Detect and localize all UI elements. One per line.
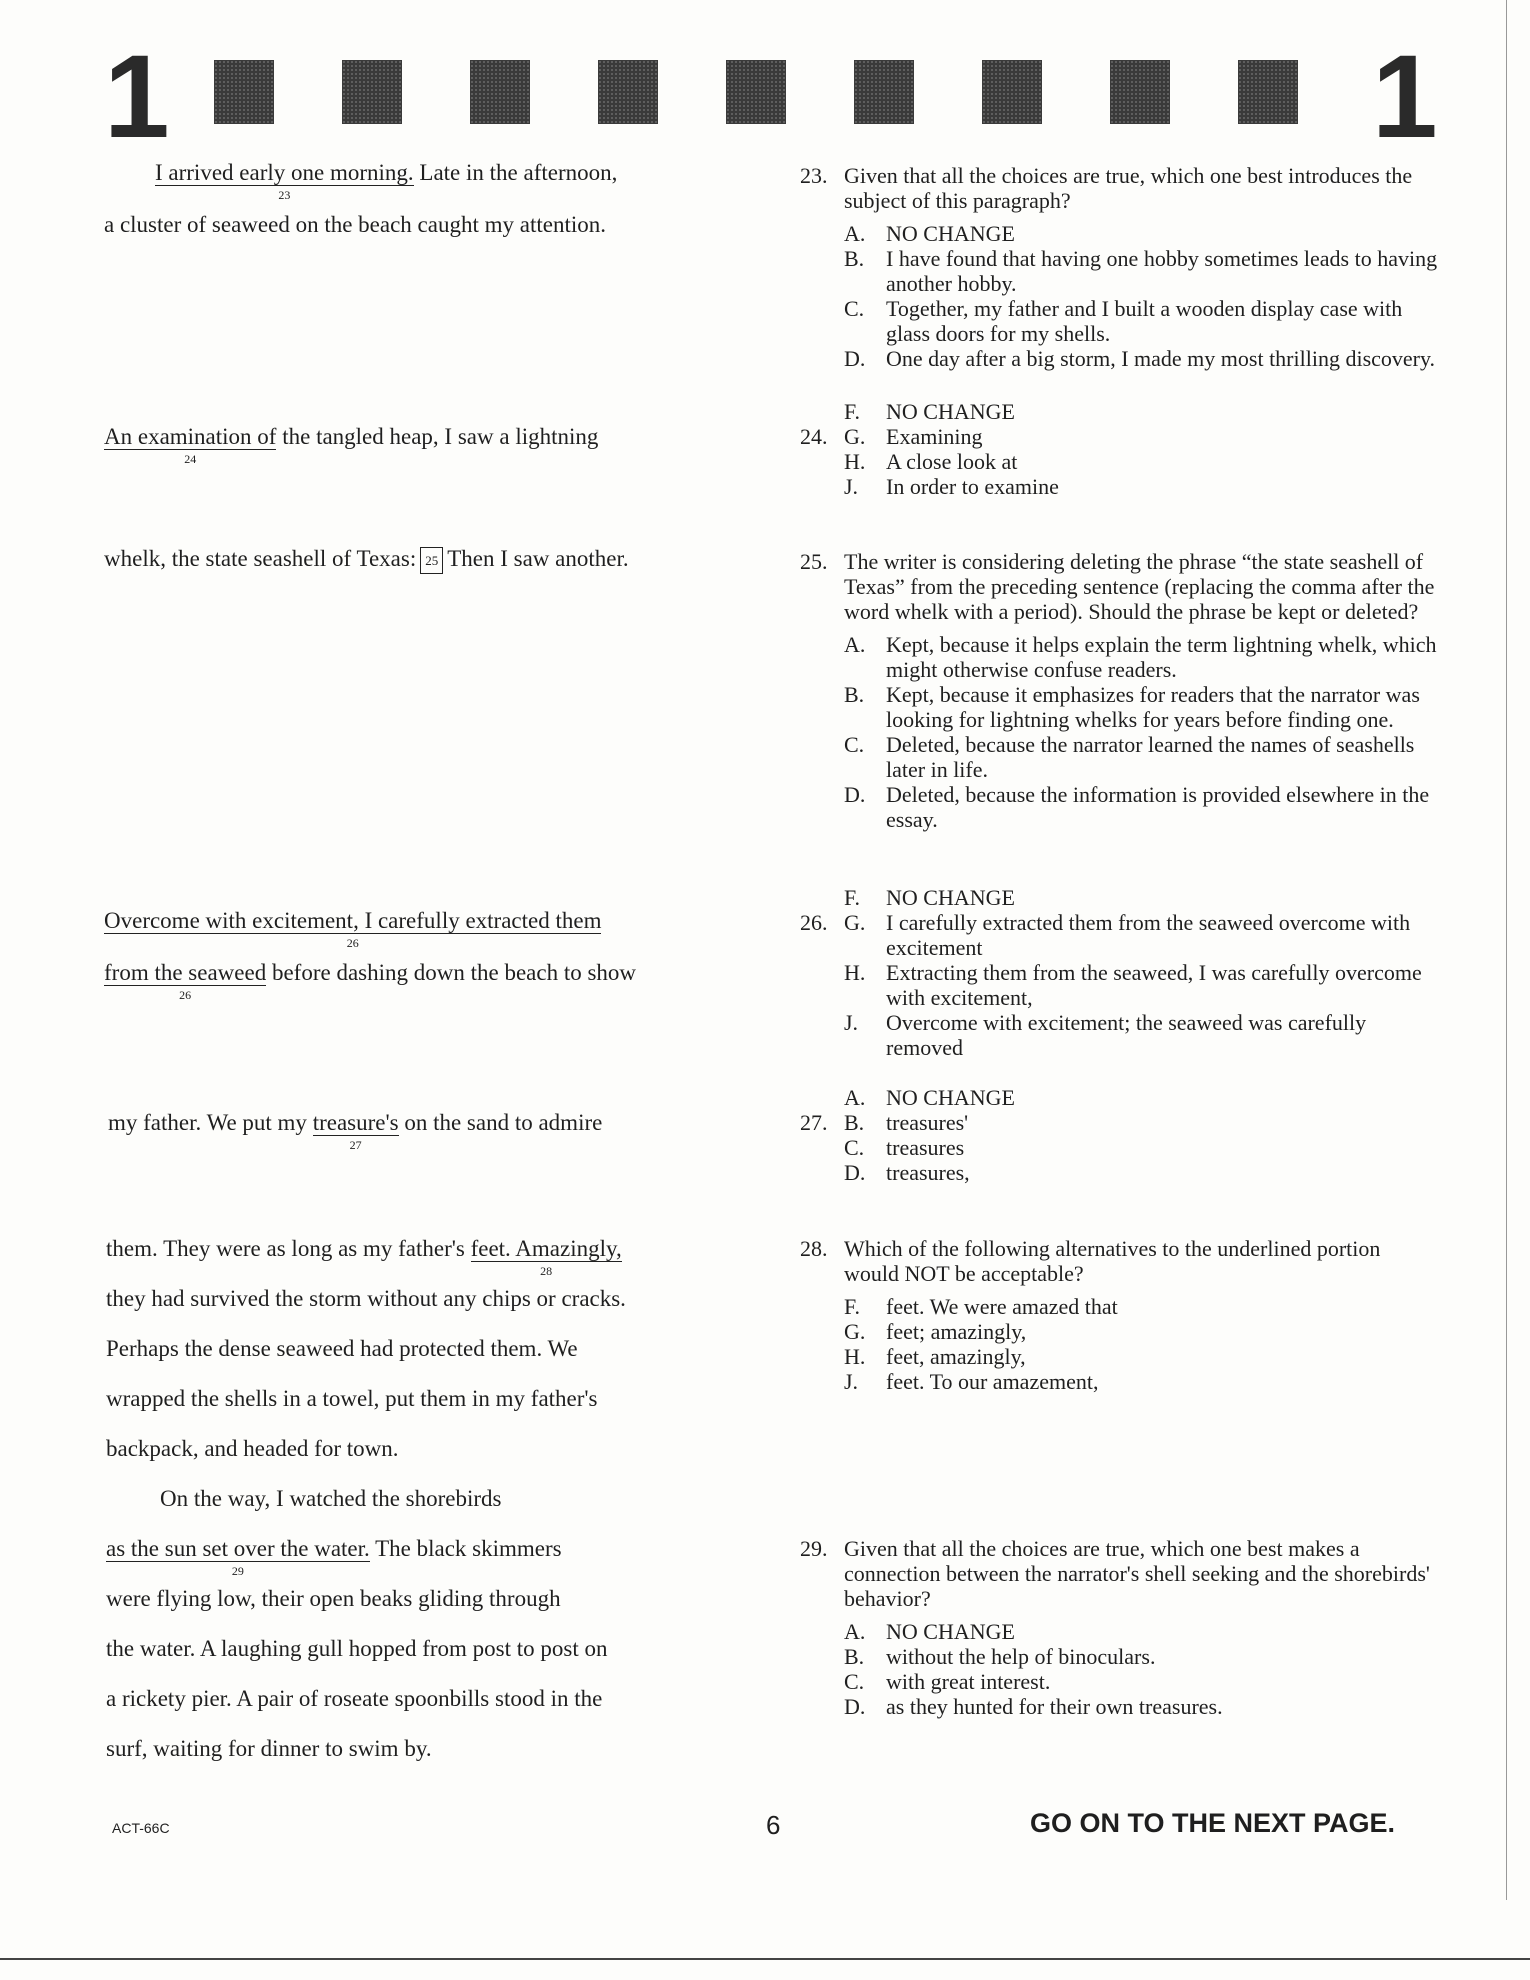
answer-option[interactable]: G. Examining [844,424,983,449]
answer-option[interactable]: B. treasures' [844,1110,969,1135]
header-square [726,60,786,124]
answer-option[interactable]: F. NO CHANGE [844,399,1015,424]
header-square [342,60,402,124]
section-number-left: 1 [104,31,170,163]
header-square [214,60,274,124]
question-25: 25. The writer is considering deleting the phrase “the state seashell of Texas” from the preceding sentence (replacing the comma after the word whelk with a period). Should the phrase be kept or deleted? A. Kept, because it helps explain the term lightning whelk, which might otherwise confuse readers. B. Kept, because it emphasizes for readers that the narrator was looking for lightning whelks for years before finding one. C. Deleted, because the narrator learned the names of seashells later in life. D. Deleted, because the information is provided elsewhere in the essay. [800,549,1440,832]
passage-line: An examination of 24 the tangled heap, I saw a lightning [104,424,599,466]
answer-option[interactable]: B. I have found that having one hobby sometimes leads to having another hobby. [844,246,1438,296]
answer-option[interactable]: J. feet. To our amazement, [844,1369,1099,1394]
answer-option[interactable]: A. Kept, because it helps explain the term lightning whelk, which might otherwise confuse readers. [844,632,1437,682]
section-number-right: 1 [1372,31,1438,163]
header-square [854,60,914,124]
answer-option[interactable]: H. Extracting them from the seaweed, I was carefully overcome with excitement, [844,960,1422,1010]
answer-option[interactable]: G. feet; amazingly, [844,1319,1027,1344]
underlined-portion-26b: from the seaweed 26 [104,960,267,1002]
question-box-25: 25 [420,547,443,574]
passage-line: Perhaps the dense seaweed had protected them. We [106,1336,578,1361]
passage-line: a rickety pier. A pair of roseate spoonbills stood in the [106,1686,603,1711]
answer-option[interactable]: J. Overcome with excitement; the seaweed was carefully removed [844,1010,1367,1060]
question-24: 24. F. NO CHANGE G. Examining H. A close look at J. In order to examine [800,424,1440,499]
passage-line: On the way, I watched the shorebirds [160,1486,502,1511]
answer-option[interactable]: B. Kept, because it emphasizes for readers that the narrator was looking for lightning whelks for years before finding one. [844,682,1420,732]
answer-option[interactable]: C. treasures [844,1135,965,1160]
answer-option[interactable]: A. NO CHANGE [844,1085,1015,1110]
question-23: 23. Given that all the choices are true, which one best introduces the subject of this paragraph? A. NO CHANGE B. I have found that having one hobby sometimes leads to having another hobby. C. Together, my father and I built a wooden display case with glass doors for my shells. D. One day after a big storm, I made my most thrilling discovery. [800,163,1440,371]
passage-line [104,908,602,950]
answer-option[interactable]: A. NO CHANGE [844,1619,1015,1644]
answer-option[interactable]: C. Together, my father and I built a wooden display case with glass doors for my shells. [844,296,1403,346]
answer-option[interactable]: C. Deleted, because the narrator learned the names of seashells later in life. [844,732,1415,782]
answer-option[interactable]: J. In order to examine [844,474,1059,499]
answer-option[interactable]: B. without the help of binoculars. [844,1644,1156,1669]
answer-option[interactable]: F. feet. We were amazed that [844,1294,1118,1319]
question-26: 26. F. NO CHANGE G. I carefully extracted them from the seaweed overcome with excitement H. Extracting them from the seaweed, I was carefully overcome with excitement, J. Overcome with excitement; the seaweed was carefully removed [800,910,1440,1060]
underlined-portion-23: I arrived early one morning. 23 [155,160,414,202]
underlined-portion-24: An examination of 24 [104,424,277,466]
page-number: 6 [766,1810,781,1840]
passage-line: the water. A laughing gull hopped from post to post on [106,1636,608,1661]
answer-option[interactable]: C. with great interest. [844,1669,1051,1694]
passage-line: I arrived early one morning. 23 Late in the afternoon, [155,160,618,202]
passage-line: as the sun set over the water. 29 The black skimmers [106,1536,562,1578]
header-square [470,60,530,124]
answer-option[interactable]: D. One day after a big storm, I made my most thrilling discovery. [844,346,1436,371]
question-28: 28. Which of the following alternatives to the underlined portion would NOT be acceptable? F. feet. We were amazed that G. feet; amazingly, H. feet, amazingly, J. feet. To our amazement, [800,1236,1440,1394]
passage-line: a cluster of seaweed on the beach caught my attention. [104,212,606,237]
passage-line: they had survived the storm without any chips or cracks. [106,1286,626,1311]
bottom-rule [0,1958,1530,1960]
passage-line: surf, waiting for dinner to swim by. [106,1736,432,1761]
next-page-notice: GO ON TO THE NEXT PAGE. [1030,1808,1396,1838]
header-square [1238,60,1298,124]
underlined-portion-29: as the sun set over the water. 29 [106,1536,370,1578]
header-square [598,60,658,124]
header-square [982,60,1042,124]
answer-option[interactable]: D. Deleted, because the information is provided elsewhere in the essay. [844,782,1430,832]
form-code: ACT-66C [112,1820,170,1836]
underlined-portion-28: feet. Amazingly, 28 [470,1236,622,1278]
answer-option[interactable]: G. I carefully extracted them from the seaweed overcome with excitement [844,910,1411,960]
passage-line: wrapped the shells in a towel, put them in my father's [106,1386,598,1411]
scan-edge-line [1506,0,1507,1900]
answer-option[interactable]: H. feet, amazingly, [844,1344,1026,1369]
passage-line: from the seaweed 26 before dashing down the beach to show [104,960,637,1002]
answer-option[interactable]: D. treasures, [844,1160,970,1185]
passage-line: my father. We put my treasure's 27 on the sand to admire [108,1110,603,1152]
underlined-portion-27: treasure's 27 [312,1110,399,1152]
passage-line: backpack, and headed for town. [106,1436,399,1461]
answer-option[interactable]: H. A close look at [844,449,1018,474]
passage-line: whelk, the state seashell of Texas: 25 Then I saw another. [104,546,629,574]
passage-line: were flying low, their open beaks gliding through [106,1586,561,1611]
question-29: 29. Given that all the choices are true, which one best makes a connection between the narrator's shell seeking and the shorebirds' behavior? A. NO CHANGE B. without the help of binoculars. C. with great interest. D. as they hunted for their own treasures. [800,1536,1440,1719]
underlined-portion-26: Overcome with excitement, I carefully extracted them 26 [104,908,602,950]
header-square [1110,60,1170,124]
answer-option[interactable]: A. NO CHANGE [844,221,1015,246]
header-squares [214,60,1364,130]
answer-option[interactable]: F. NO CHANGE [844,885,1015,910]
passage-line: them. They were as long as my father's feet. Amazingly, 28 [106,1236,622,1278]
question-27: 27. A. NO CHANGE B. treasures' C. treasures D. treasures, [800,1110,1440,1185]
answer-option[interactable]: D. as they hunted for their own treasures. [844,1694,1223,1719]
